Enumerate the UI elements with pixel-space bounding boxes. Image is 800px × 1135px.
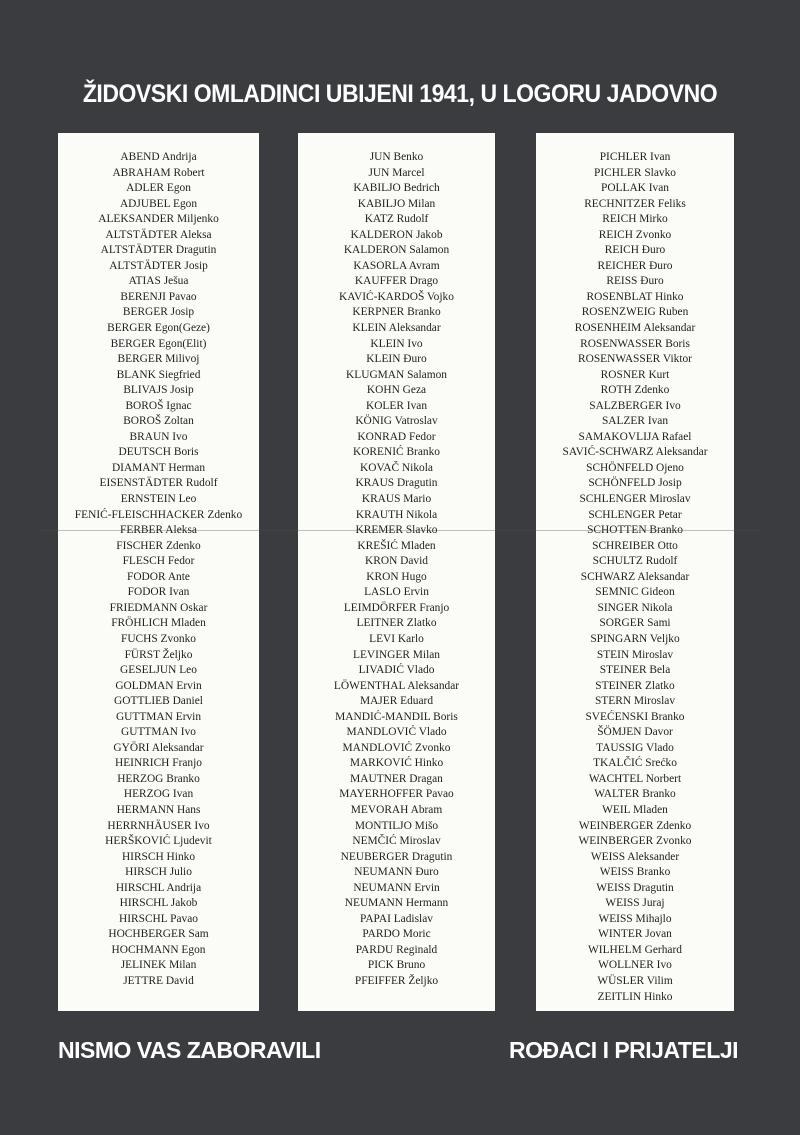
victim-name: NEUMANN Hermann [344,897,449,910]
victim-name: HERMANN Hans [116,803,201,816]
victim-name: MANDIĆ-MANDIL Boris [335,710,458,723]
victim-name: ERNSTEIN Leo [120,493,197,506]
victim-name: GESELJUN Leo [120,664,197,677]
victim-name: REISS Đuro [606,275,664,288]
victim-name: PAPAI Ladislav [360,912,433,925]
victim-name: WEISS Dragutin [596,881,674,894]
victim-name: FODOR Ivan [127,586,190,599]
victim-name: LEVI Karlo [369,632,424,645]
victim-name: SCHLENGER Petar [588,508,682,521]
victim-name: KOLER Ivan [365,399,428,412]
victim-name: ABEND Andrija [120,151,197,163]
victim-name: KLUGMAN Salamon [346,368,447,381]
victim-name: HIRSCHL Jakob [119,897,198,910]
victim-name: REICH Đuro [604,244,666,257]
victim-name: KALDERON Jakob [350,228,443,241]
victim-name: SAVIĆ-SCHWARZ Aleksandar [562,446,708,459]
victim-name: HERRNHÄUSER Ivo [107,819,210,832]
name-column-3 [536,133,734,1011]
victim-name: LEITNER Zlatko [356,617,437,630]
victim-name: KRAUS Dragutin [355,477,438,490]
victim-name: ROSENHEIM Aleksandar [574,322,696,335]
victim-name: SINGER Nikola [597,601,673,614]
victim-name: PARDO Moric [362,928,431,941]
victim-name: MAYERHOFFER Pavao [339,788,454,801]
victim-name: BERENJI Pavao [120,290,197,303]
victim-name: KERPNER Branko [352,306,441,319]
victim-name: STEINER Bela [599,664,671,677]
victim-name: BERGER Egon(Geze) [107,322,210,335]
victim-name: RECHNITZER Feliks [584,197,686,210]
victim-name: PICHLER Slavko [594,166,676,179]
victim-name: HERZOG Ivan [123,788,194,801]
fold-line [40,530,760,531]
victim-name: SCHÖNFELD Josip [588,477,682,490]
victim-name: DIAMANT Herman [111,461,206,474]
victim-name: BLANK Siegfried [116,368,201,381]
victim-name: NEUMANN Ervin [353,881,440,894]
victim-name: KRON David [365,555,428,568]
victim-name: ALEKSANDER Miljenko [98,213,219,226]
victim-name: MANDLOVIĆ Vlado [346,726,447,739]
victim-name: WEIL Mladen [602,803,668,816]
victim-name: NEMČIĆ Miroslav [352,835,441,848]
victim-name: MARKOVIĆ Hinko [349,757,444,770]
victim-name: KRAUS Mario [361,493,432,506]
footer-left-text: NISMO VAS ZABORAVILI [58,1037,321,1063]
victim-name: ZEITLIN Hinko [597,990,673,1003]
victim-name: WINTER Jovan [598,928,672,941]
victim-name: BERGER Josip [122,306,195,319]
victim-name: HOCHBERGER Sam [108,928,209,941]
victim-name: REICH Mirko [602,213,668,226]
victim-name: KLEIN Ivo [370,337,423,350]
victim-name: GOLDMAN Ervin [115,679,202,692]
victim-name: FUCHS Zvonko [120,632,196,645]
victim-name: WEINBERGER Zvonko [578,835,692,848]
victim-name: SALZBERGER Ivo [589,399,681,412]
victim-name: GOTTLIEB Daniel [114,695,203,708]
victim-name: JUN Benko [369,151,424,163]
victim-name: TAUSSIG Vlado [596,741,674,754]
victim-name: WACHTEL Norbert [588,772,682,785]
victim-name: WEISS Branko [599,866,671,879]
victim-name: ROSENZWEIG Ruben [581,306,689,319]
victim-name: GYÖRI Aleksandar [113,741,204,754]
victim-name: TKALČIĆ Srećko [593,757,677,770]
victim-name: GUTTMAN Ivo [121,726,196,739]
victim-name: BRAUN Ivo [129,430,188,443]
victim-name: FRÖHLICH Mladen [111,617,206,630]
victim-name: ADLER Egon [126,182,191,195]
victim-name: HERZOG Branko [117,772,200,785]
victim-name: KOHN Geza [366,384,427,397]
victim-name: ŠÖMJEN Davor [597,726,673,739]
victim-name: KLEIN Aleksandar [352,322,441,335]
victim-name: ATIAS Ješua [128,275,189,288]
victim-name: POLLAK Ivan [600,182,670,195]
victim-name: HEINRICH Franjo [114,757,202,770]
victim-name: WEISS Aleksander [590,850,680,863]
victim-name: BOROŠ Zoltan [123,415,194,428]
footer-right-text: ROĐACI I PRIJATELJI [508,1037,738,1063]
victim-name: ALTSTÄDTER Aleksa [105,228,212,241]
victim-name: REICH Zvonko [598,228,672,241]
victim-name: FLESCH Fedor [122,555,195,568]
victim-name: ALTSTÄDTER Dragutin [100,244,217,257]
victim-name: LEIMDÖRFER Franjo [343,601,450,614]
victim-name: PICHLER Ivan [599,151,671,163]
victim-name: PARDU Reginald [355,943,438,956]
victim-name: HOCHMANN Egon [111,943,206,956]
victim-name: HIRSCHL Pavao [119,912,198,925]
victim-name: FÜRST Željko [124,648,193,661]
victim-name: DEUTSCH Boris [118,446,199,459]
victim-name: KALDERON Salamon [343,244,450,257]
victim-name: FISCHER Zdenko [116,539,201,552]
victim-name: ROSENWASSER Boris [580,337,690,350]
victim-name: WEINBERGER Zdenko [578,819,692,832]
victim-name: FRIEDMANN Oskar [109,601,208,614]
victim-name: ABRAHAM Robert [112,166,205,179]
victim-name: MEVORAH Abram [350,803,443,816]
victim-name: BLIVAJS Josip [123,384,194,397]
victim-name: BOROŠ Ignac [125,399,192,412]
victim-name: STERN Miroslav [594,695,676,708]
victim-name: EISENSTÄDTER Rudolf [99,477,218,490]
victim-name: LASLO Ervin [364,586,429,599]
victim-name: WEISS Mihajlo [598,912,672,925]
victim-name: FODOR Ante [127,570,190,583]
victim-name: HIRSCH Julio [125,866,192,879]
victim-name: KASORLA Avram [353,259,440,272]
victim-name: NEUBERGER Dragutin [340,850,453,863]
victim-name: MAUTNER Dragan [350,772,443,785]
victim-name: SALZER Ivan [601,415,669,428]
victim-name: SCHWARZ Aleksandar [580,570,690,583]
victim-name: KONRAD Fedor [357,430,436,443]
victim-name: PICK Bruno [367,959,426,972]
victim-name: KREŠIĆ Mladen [357,539,436,552]
victim-name: ROSENBLAT Hinko [586,290,684,303]
victim-name: ROTH Zdenko [600,384,670,397]
victim-name: GUTTMAN Ervin [115,710,202,723]
victim-name: ALTSTÄDTER Josip [109,259,208,272]
victim-name: SORGER Sami [599,617,671,630]
victim-name: WALTER Branko [594,788,676,801]
victim-name: JUN Marcel [368,166,425,179]
victim-name: WOLLNER Ivo [598,959,672,972]
victim-name: KÖNIG Vatroslav [355,415,438,428]
victim-name: SCHREIBER Otto [592,539,678,552]
victim-name: KLEIN Đuro [366,353,427,366]
victim-name: KABILJO Bedrich [353,182,440,195]
victim-name: SCHLENGER Miroslav [579,493,691,506]
victim-name: FERBER Aleksa [120,524,197,537]
victim-name: SCHULTZ Rudolf [592,555,678,568]
page-title: ŽIDOVSKI OMLADINCI UBIJENI 1941, U LOGORU JADOVNO [82,80,718,108]
victim-name: KATZ Rudolf [364,213,429,226]
victim-name: REICHER Đuro [597,259,673,272]
victim-name: SPINGARN Veljko [590,632,680,645]
victim-name: ROSNER Kurt [600,368,670,381]
victim-name: STEIN Miroslav [596,648,674,661]
victim-name: WEISS Juraj [605,897,665,910]
name-column-2 [298,133,495,1011]
victim-name: NEUMANN Đuro [354,866,439,879]
victim-name: SEMNIC Gideon [595,586,675,599]
victim-name: SCHOTTEN Branko [587,524,683,537]
victim-name: KAUFFER Drago [354,275,439,288]
victim-name: MAJER Eduard [359,695,434,708]
victim-name: SCHÖNFELD Ojeno [586,461,684,474]
victim-name: WÜSLER Vilim [597,974,673,987]
victim-name: ADJUBEL Egon [119,197,198,210]
victim-name: KORENIĆ Branko [352,446,440,459]
victim-name: LEVINGER Milan [353,648,440,661]
victim-name: KABILJO Milan [357,197,436,210]
name-column-1 [58,133,259,1011]
victim-name: FENIĆ-FLEISCHHACKER Zdenko [74,508,243,521]
victim-name: BERGER Egon(Elit) [110,337,207,350]
victim-name: KOVAČ Nikola [360,461,433,474]
victim-name: LIVADIĆ Vlado [358,664,435,677]
victim-name: SAMAKOVLIJA Rafael [578,430,692,443]
victim-name: HERŠKOVIĆ Ljudevit [105,835,212,848]
victim-name: STEINER Zlatko [595,679,675,692]
victim-name: KAVIĆ-KARDOŠ Vojko [339,290,454,303]
victim-name: MONTILJO Mišo [354,819,439,832]
victim-name: WILHELM Gerhard [588,943,682,956]
victim-name: PFEIFFER Željko [354,974,439,987]
victim-name: HIRSCH Hinko [121,850,196,863]
victim-name: JETTRE David [123,974,194,987]
victim-name: JELINEK Milan [120,959,197,972]
victim-name: SVEĆENSKI Branko [585,710,685,723]
victim-name: LÖWENTHAL Aleksandar [333,679,460,692]
victim-name: MANDLOVIĆ Zvonko [342,741,451,754]
victim-name: HIRSCHL Andrija [115,881,202,894]
victim-name: KRON Hugo [366,570,427,583]
victim-name: KREMER Slavko [355,524,438,537]
victim-name: KRAUTH Nikola [355,508,438,521]
victim-name: ROSENWASSER Viktor [578,353,692,366]
victim-name: BERGER Milivoj [117,353,200,366]
